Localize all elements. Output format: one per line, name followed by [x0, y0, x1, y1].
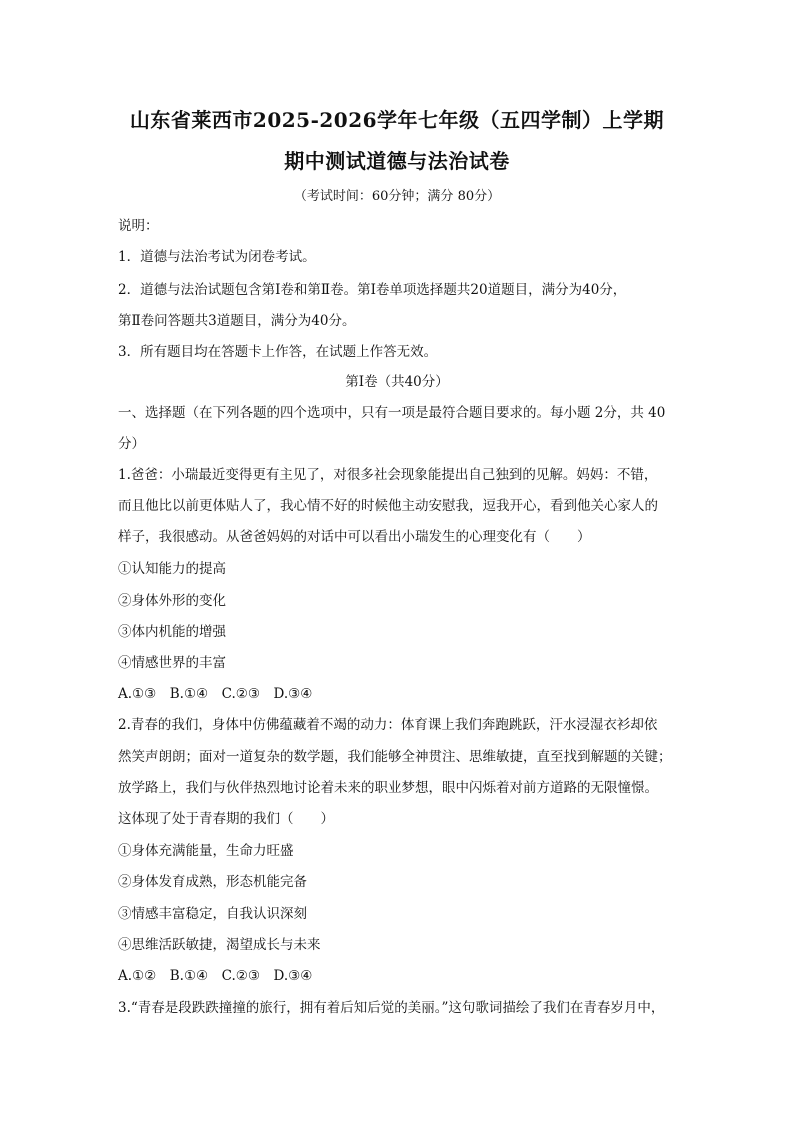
exam-info: （考试时间：60分钟；满分 80分）: [293, 189, 501, 204]
part-intro-cont: 分）: [118, 436, 145, 452]
q2-option-2: ②身体发育成熟，形态机能完备: [118, 874, 307, 890]
instructions-label: 说明：: [118, 218, 159, 234]
section-heading: 第Ⅰ卷（共40分）: [345, 374, 449, 390]
q2-option-3: ③情感丰富稳定，自我认识深刻: [118, 906, 307, 922]
q1-stem-line-1: 1.爸爸：小瑞最近变得更有主见了，对很多社会现象能提出自己独到的见解。妈妈：不错，: [118, 467, 658, 483]
q1-choices: A.①③ B.①④ C.②③ D.③④: [118, 686, 313, 702]
q3-stem-line-1: 3.“青春是段跌跌撞撞的旅行，拥有着后知后觉的美丽。”这句歌词描绘了我们在青春岁月中，: [118, 1000, 665, 1016]
q2-stem-line-3: 放学路上，我们与伙伴热烈地讨论着未来的职业梦想，眼中闪烁着对前方道路的无限憧憬。: [118, 780, 658, 796]
instruction-1: 1．道德与法治考试为闭卷考试。: [118, 249, 316, 265]
q2-stem-line-4: 这体现了处于青春期的我们（ ）: [118, 811, 334, 827]
instruction-2: 2．道德与法治试题包含第Ⅰ卷和第Ⅱ卷。第Ⅰ卷单项选择题共20道题目，满分为40分，: [118, 282, 627, 298]
part-intro: 一、选择题（在下列各题的四个选项中，只有一项是最符合题目要求的。每小题 2分，共 40: [118, 405, 666, 421]
q1-option-1: ①认知能力的提高: [118, 561, 226, 577]
q1-option-4: ④情感世界的丰富: [118, 655, 226, 671]
exam-title-line-1: 山东省莱西市2025-2026学年七年级（五四学制）上学期: [129, 108, 665, 132]
q1-option-2: ②身体外形的变化: [118, 593, 226, 609]
q2-choices: A.①② B.①④ C.②③ D.③④: [118, 968, 313, 984]
q2-stem-line-1: 2.青春的我们，身体中仿佛蕴藏着不竭的动力：体育课上我们奔跑跳跃，汗水浸湿衣衫却依: [118, 717, 658, 733]
q2-option-4: ④思维活跃敏捷，渴望成长与未来: [118, 937, 321, 953]
exam-title-line-2: 期中测试道德与法治试卷: [284, 149, 510, 173]
q1-option-3: ③体内机能的增强: [118, 624, 226, 640]
instruction-2-cont: 第Ⅱ卷问答题共3道题目，满分为40分。: [118, 313, 356, 329]
q2-option-1: ①身体充满能量，生命力旺盛: [118, 843, 294, 859]
q1-stem-line-3: 样子，我很感动。从爸爸妈妈的对话中可以看出小瑞发生的心理变化有（ ）: [118, 529, 591, 545]
instruction-3: 3．所有题目均在答题卡上作答，在试题上作答无效。: [118, 344, 438, 360]
q2-stem-line-2: 然笑声朗朗；面对一道复杂的数学题，我们能够全神贯注、思维敏捷，直至找到解题的关键；: [118, 749, 672, 765]
q1-stem-line-2: 而且他比以前更体贴人了，我心情不好的时候他主动安慰我，逗我开心，看到他关心家人的: [118, 498, 658, 514]
